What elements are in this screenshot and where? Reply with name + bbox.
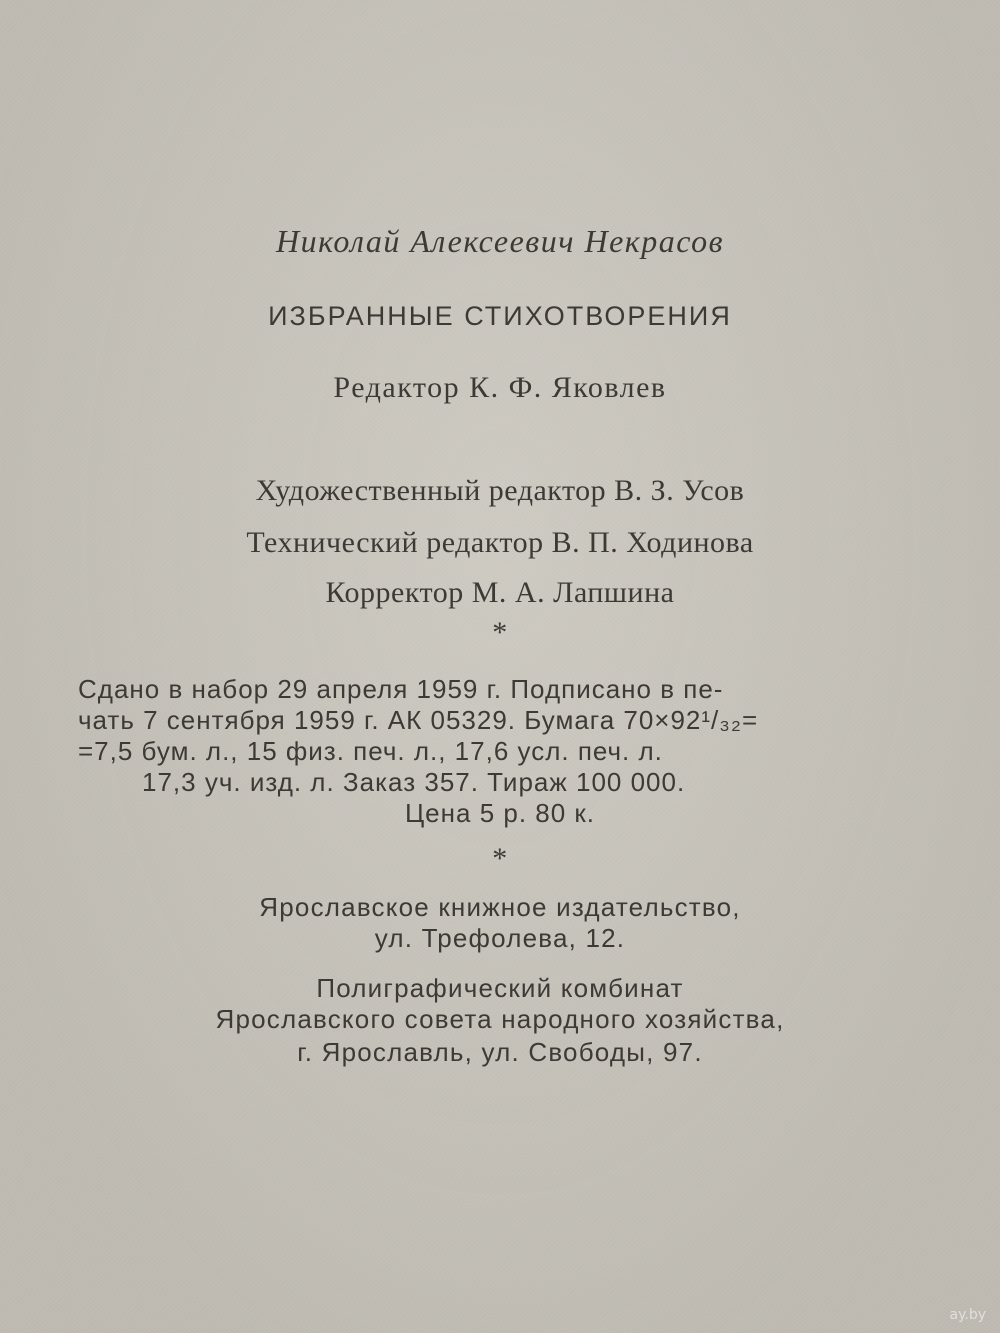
imprint-line: 17,3 уч. изд. л. Заказ 357. Тираж 100 000. xyxy=(142,767,686,797)
separator-asterisk: * xyxy=(492,842,508,875)
imprint-line: =7,5 бум. л., 15 физ. печ. л., 17,6 усл. печ. л. xyxy=(78,736,663,766)
editor-credit: Редактор К. Ф. Яковлев xyxy=(333,371,667,404)
publisher-line: Ярославское книжное издательство, xyxy=(259,892,741,922)
art-editor-credit: Художественный редактор В. З. Усов xyxy=(255,474,745,507)
printer-line: г. Ярославль, ул. Свободы, 97. xyxy=(297,1037,703,1067)
book-title: ИЗБРАННЫЕ СТИХОТВОРЕНИЯ xyxy=(268,301,732,331)
printer-line: Ярославского совета народного хозяйства, xyxy=(215,1004,785,1034)
separator-asterisk: * xyxy=(492,616,508,649)
tech-editor-credit: Технический редактор В. П. Ходинова xyxy=(246,526,754,559)
imprint-line: Сдано в набор 29 апреля 1959 г. Подписано в пе- xyxy=(78,674,724,704)
printer-line: Полиграфический комбинат xyxy=(316,973,684,1003)
site-watermark: ay.by xyxy=(949,1307,986,1323)
price-line: Цена 5 р. 80 к. xyxy=(404,798,596,828)
publisher-line: ул. Трефолева, 12. xyxy=(374,923,626,953)
corrector-credit: Корректор М. А. Лапшина xyxy=(325,576,675,609)
imprint-line: чать 7 сентября 1959 г. АК 05329. Бумага 70×92¹/₃₂= xyxy=(78,705,759,735)
author-name: Николай Алексеевич Некрасов xyxy=(275,223,725,259)
